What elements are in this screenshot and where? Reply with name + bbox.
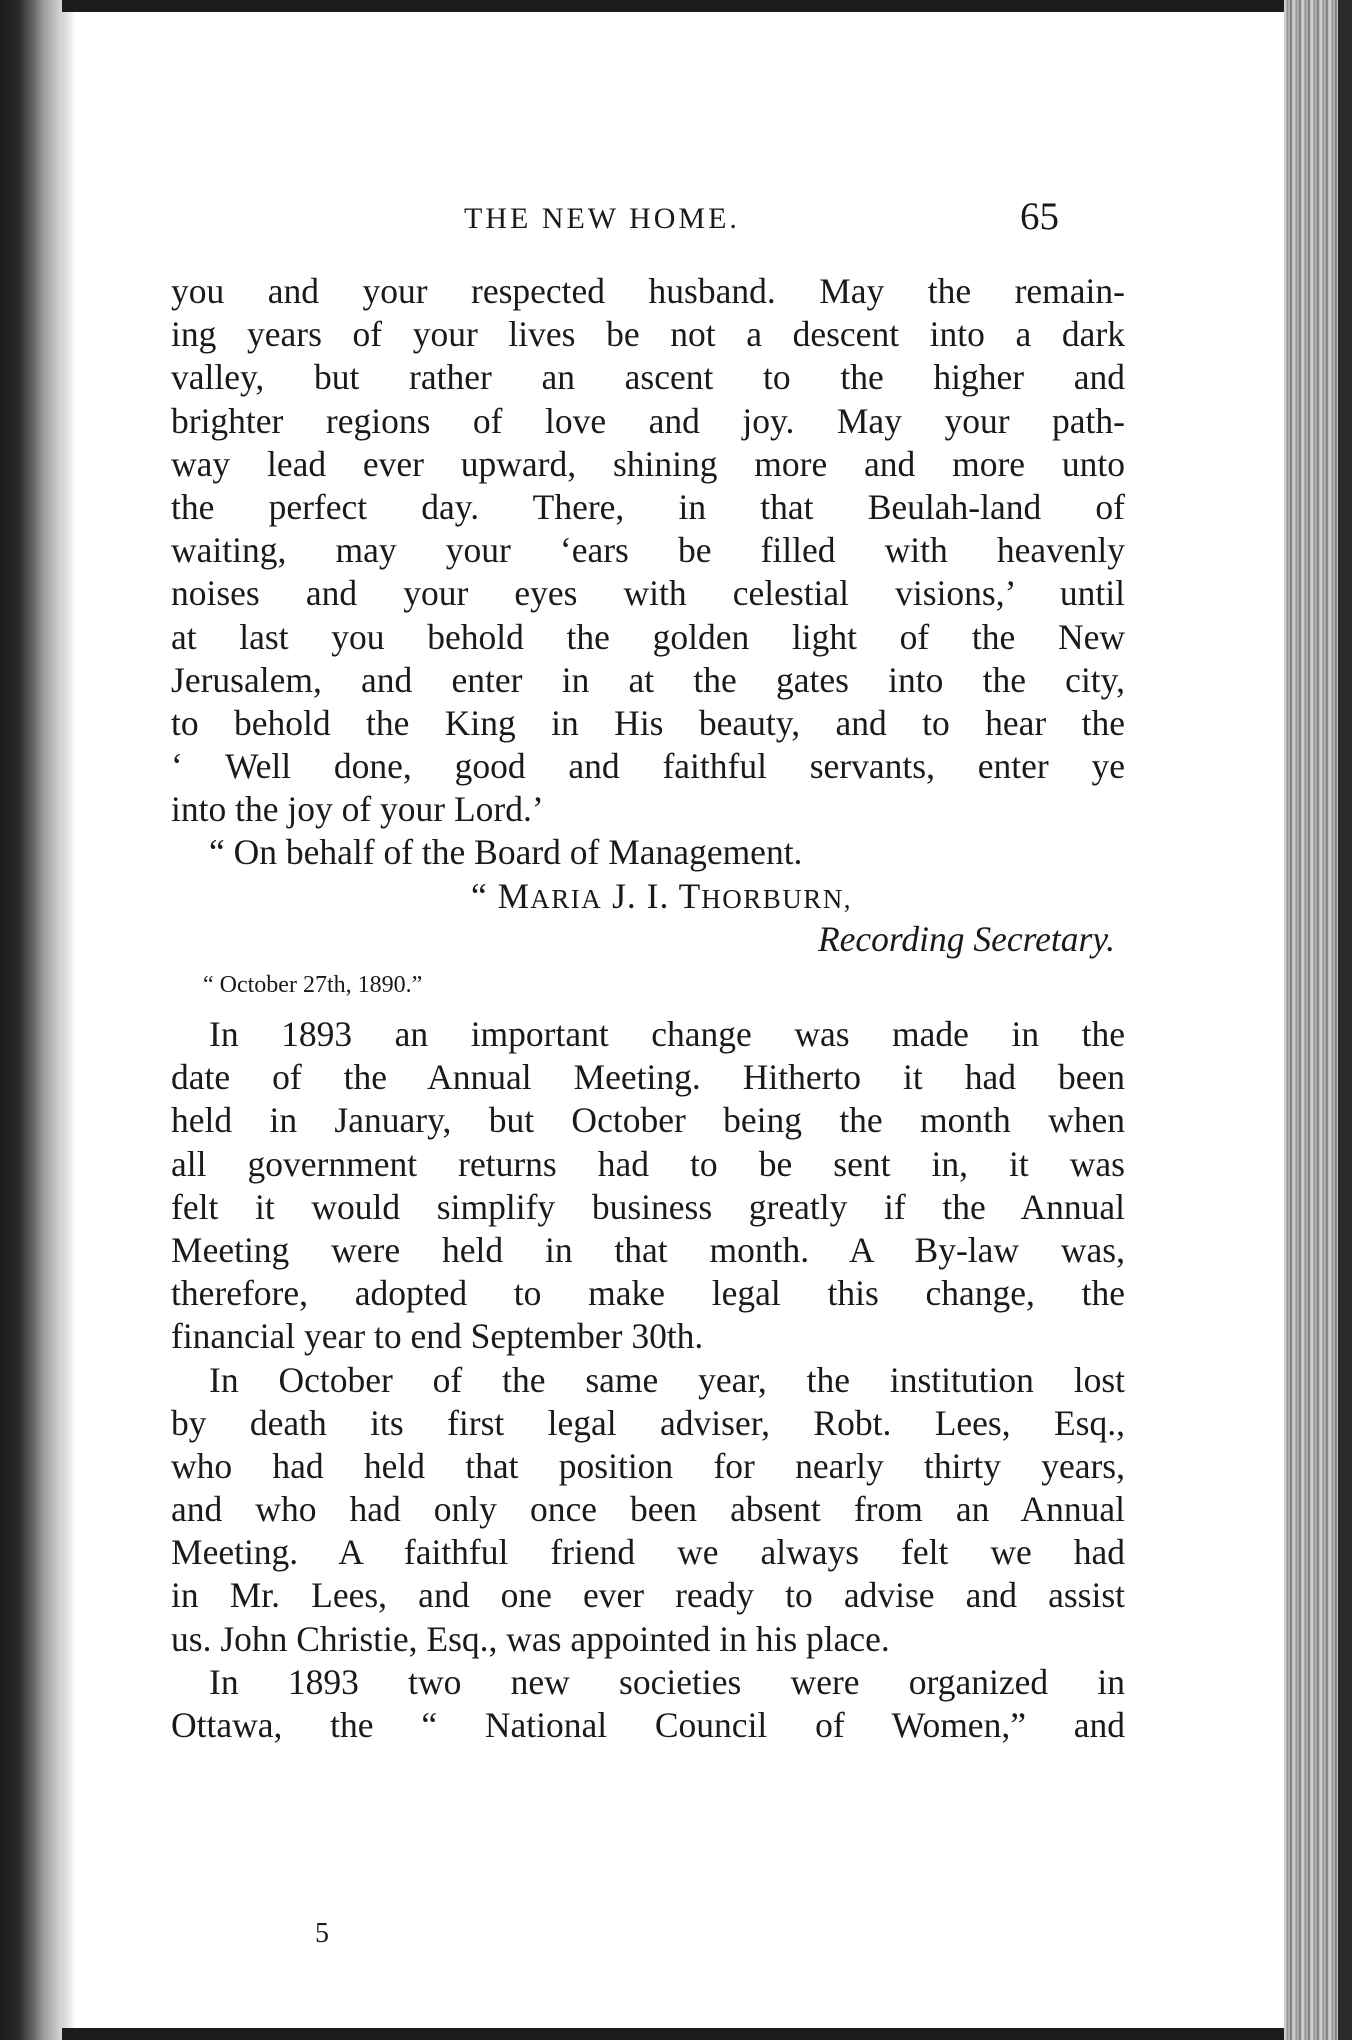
paragraph [171,1661,1125,1747]
paragraph [171,1013,1125,1359]
text-line: all government returns had to be sent in, it was [171,1143,1125,1184]
text-line: you and your respected husband. May the remain- [171,271,1125,311]
text-line: in Mr. Lees, and one ever ready to advise and assist [171,1575,1125,1616]
page-edges [1284,0,1352,2040]
text-line: noises and your eyes with celestial visions,’ until [171,573,1125,614]
text-line: at last you behold the golden light of the New [171,616,1125,657]
text-line: Meeting were held in that month. A By-law was, [171,1229,1125,1270]
text-line: Meeting. A faithful friend we always felt we had [171,1532,1125,1573]
signature-small-caps: HORBURN, [701,883,853,914]
text-line: ing years of your lives be not a descent into a dark [171,314,1125,355]
text-line: by death its first legal adviser, Robt. Lees, Esq., [171,1402,1125,1443]
running-head-title: THE NEW HOME. [464,202,740,235]
paragraph [171,1359,1125,1661]
running-head [62,195,1284,242]
text-line: to behold the King in His beauty, and to hear the [171,702,1125,743]
text-line: the perfect day. There, in that Beulah-land of [171,486,1125,527]
text-line: Ottawa, the “ National Council of Women,” and [171,1705,1125,1745]
body-text [171,270,1125,1747]
text-line: and who had only once been absent from an Annual [171,1489,1125,1530]
binding-shadow [0,0,62,2040]
signature-title: Recording Secretary. [817,918,1115,959]
text-line: ‘ Well done, good and faithful servants, enter ye [171,746,1125,787]
letter-text [171,270,1125,831]
text-line: into the joy of your Lord.’ [171,789,544,830]
text-line: financial year to end September 30th. [171,1316,704,1357]
signature-initial: T [678,875,702,916]
text-line: waiting, may your ‘ears be filled with heavenly [171,530,1125,571]
text-line: therefore, adopted to make legal this change, the [171,1273,1125,1314]
signature-small-caps: ARIA [530,883,603,914]
text-line: way lead ever upward, shining more and more unto [171,443,1125,484]
letter-closing: “ On behalf of the Board of Management. [209,832,803,873]
text-line: In 1893 two new societies were organized in [209,1661,1125,1702]
signature-middle: J. I. [602,875,679,916]
text-line: In October of the same year, the institution lost [209,1359,1125,1400]
signature-initial: M [497,875,531,916]
text-line: valley, but rather an ascent to the higher and [171,357,1125,398]
text-line: Jerusalem, and enter in at the gates into the city, [171,659,1125,700]
text-line: who had held that position for nearly thirty years, [171,1445,1125,1486]
page-number: 65 [1020,195,1059,238]
text-line: In 1893 an important change was made in the [209,1014,1125,1054]
signature-name [171,875,1125,918]
text-line: felt it would simplify business greatly if the Annual [171,1186,1125,1227]
printer-signature-mark: 5 [315,1918,329,1949]
text-line: held in January, but October being the month when [171,1100,1125,1141]
signature-open-quote: “ [471,875,498,916]
letter-date: “ October 27th, 1890.” [203,972,423,998]
text-line: brighter regions of love and joy. May your path- [171,400,1125,441]
gutter-shadow [62,12,76,2028]
text-line: us. John Christie, Esq., was appointed in his place. [171,1618,890,1659]
page-sheet [62,12,1284,2028]
text-line: date of the Annual Meeting. Hitherto it had been [171,1057,1125,1098]
